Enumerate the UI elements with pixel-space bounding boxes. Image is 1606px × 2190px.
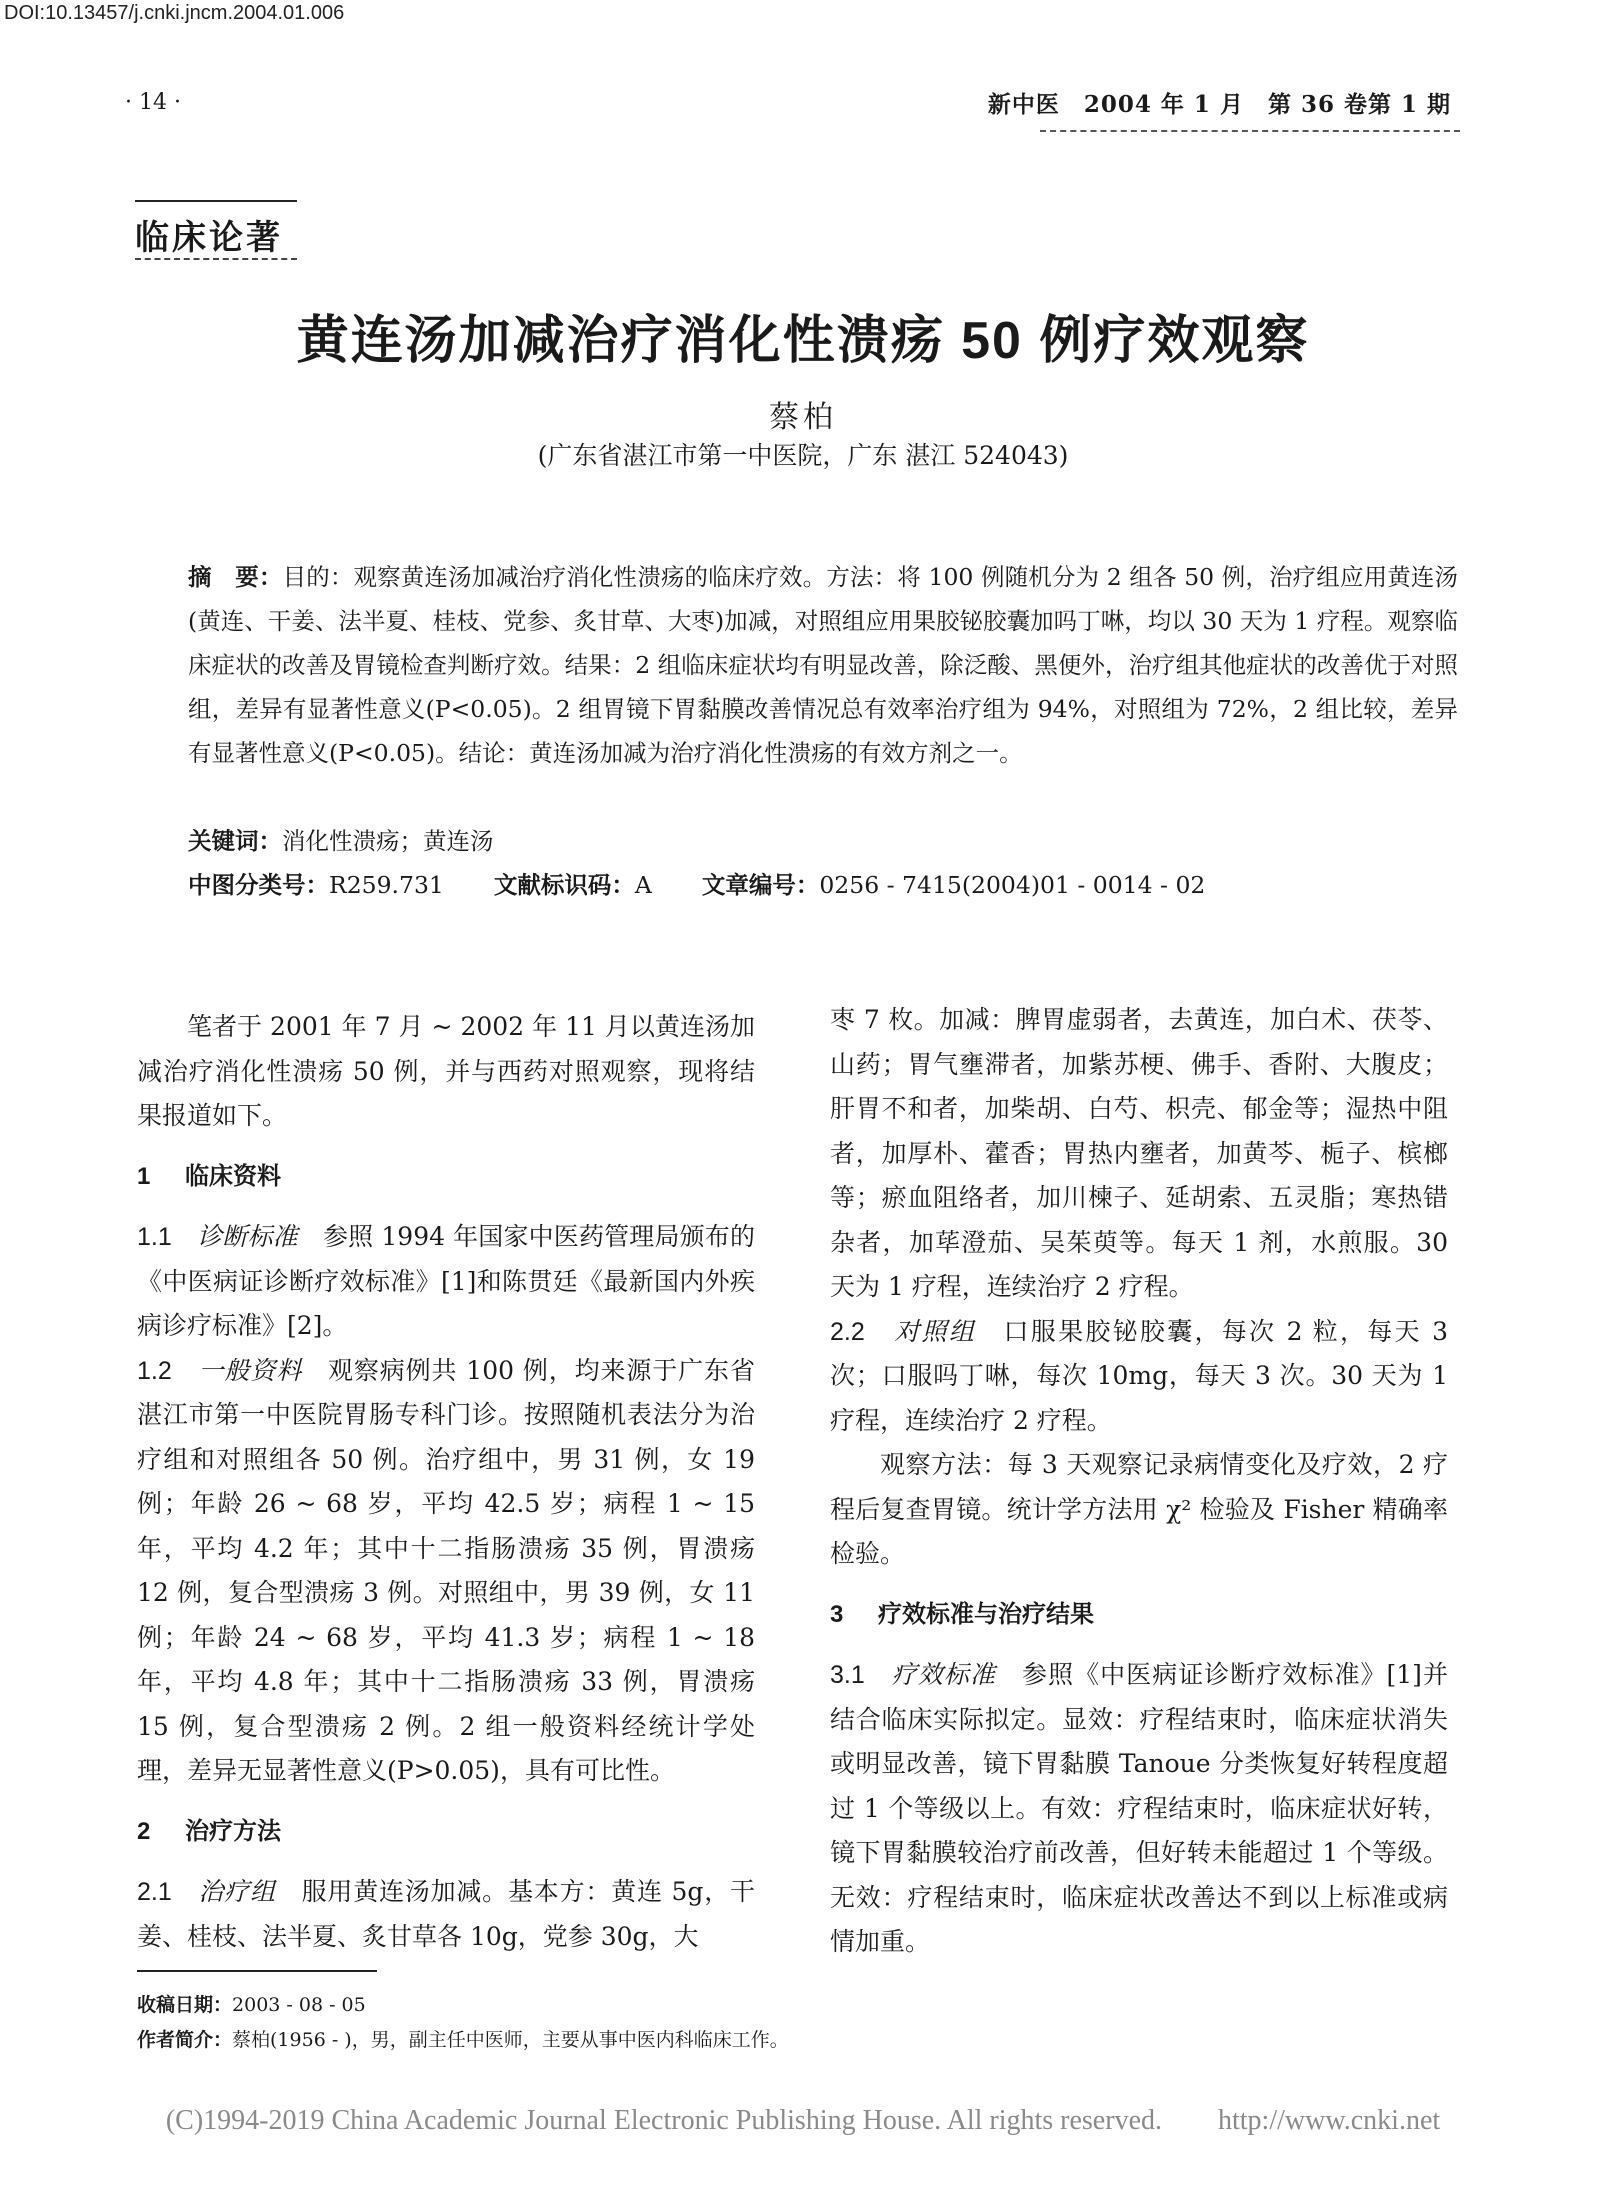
header-rule <box>1040 130 1460 132</box>
paragraph-2-1 <box>137 1870 755 1959</box>
p12-number: 1.2 <box>137 1356 172 1385</box>
p22-text: 口服果胶铋胶囊，每次 2 粒，每天 3 次；口服吗丁啉，每次 10mg，每天 3 次。30 天为 1 疗程，连续治疗 2 疗程。 <box>830 1316 1448 1435</box>
heading-1-number: 1 <box>137 1162 151 1190</box>
classification <box>188 866 1205 900</box>
footnote-bio <box>137 2025 789 2052</box>
intro-paragraph: 笔者于 2001 年 7 月 ~ 2002 年 11 月以黄连汤加减治疗消化性溃疡 50 例，并与西药对照观察，现将结果报道如下。 <box>137 1012 755 1130</box>
affiliation: (广东省湛江市第一中医院，广东 湛江 524043) <box>537 441 1069 470</box>
heading-2-number: 2 <box>137 1817 151 1845</box>
doc-code-value: A <box>634 871 652 899</box>
bio-text: 蔡柏(1956 - )，男，副主任中医师，主要从事中医内科临床工作。 <box>232 2029 789 2051</box>
keywords <box>188 822 494 856</box>
right-column <box>830 998 1448 1965</box>
p31-text: 参照《中医病证诊断疗效标准》[1]并结合临床实际拟定。显效：疗程结束时，临床症状消失或明显改善，镜下胃黏膜 Tanoue 分类恢复好转程度超过 1 个等级以上。有效：疗程结束时，临床症状好转，镜下胃黏膜较治疗前改善，但好转未能超过 1 个等级。无效：疗程结束时，临床症状改善达不到以上标准或病情加重。 <box>830 1660 1448 1956</box>
heading-2-text: 治疗方法 <box>185 1817 281 1845</box>
footnote-rule <box>137 1970 377 1972</box>
p31-number: 3.1 <box>830 1661 865 1689</box>
heading-2 <box>137 1810 755 1855</box>
p11-number: 1.1 <box>137 1223 172 1251</box>
article-title: 黄连汤加减治疗消化性溃疡 50 例疗效观察 <box>296 312 1310 370</box>
p22-title: 对照组 <box>894 1316 977 1346</box>
p22-number: 2.2 <box>830 1317 865 1346</box>
left-column <box>137 1005 755 1959</box>
section-name: 临床论著 <box>135 219 283 257</box>
p31-title: 疗效标准 <box>891 1660 996 1689</box>
footnote-received <box>137 1990 366 2017</box>
p11-text: 参照 1994 年国家中医药管理局颁布的《中医病证诊断疗效标准》[1]和陈贯廷《最新国内外疾病诊疗标准》[2]。 <box>137 1222 755 1340</box>
abstract-text: 目的：观察黄连汤加减治疗消化性溃疡的临床疗效。方法：将 100 例随机分为 2 组各 50 例，治疗组应用黄连汤(黄连、干姜、法半夏、桂枝、党参、炙甘草、大枣)加减，对照组应用果胶铋胶囊加吗丁啉，均以 30 天为 1 疗程。观察临床症状的改善及胃镜检查判断疗效。结果：2 组临床症状均有明显改善，除泛酸、黑便外，治疗组其他症状的改善优于对照组，差异有显著性意义(P<0.05)。2 组胃镜下胃黏膜改善情况总有效率治疗组为 94%，对照组为 72%，2 组比较，差异有显著性意义(P<0.05)。结论：黄连汤加减为治疗消化性溃疡的有效方剂之一。 <box>188 563 1459 767</box>
clc-label: 中图分类号： <box>188 872 329 898</box>
keywords-label: 关键词： <box>188 828 282 854</box>
clc-value: R259.731 <box>329 871 444 899</box>
paragraph-1-1 <box>137 1215 755 1349</box>
paragraph-1-2 <box>137 1349 755 1794</box>
bio-label: 作者简介： <box>137 2030 233 2051</box>
heading-3 <box>830 1593 1448 1638</box>
heading-3-text: 疗效标准与治疗结果 <box>878 1600 1094 1628</box>
author: 蔡柏 <box>769 400 837 435</box>
section-rule-bottom <box>135 258 297 260</box>
paragraph-2-2 <box>830 1310 1448 1444</box>
p12-text: 观察病例共 100 例，均来源于广东省湛江市第一中医院胃肠专科门诊。按照随机表法分为治疗组和对照组各 50 例。治疗组中，男 31 例，女 19 例；年龄 26 ~ 68 岁，平均 42.5 岁；病程 1 ~ 15 年，平均 4.2 年；其中十二指肠溃疡 35 例，胃溃疡 12 例，复合型溃疡 3 例。对照组中，男 39 例，女 11 例；年龄 24 ~ 68 岁，平均 41.3 岁；病程 1 ~ 18 年，平均 4.8 年；其中十二指肠溃疡 33 例，胃溃疡 15 例，复合型溃疡 2 例。2 组一般资料经统计学处理，差异无显著性意义(P>0.05)，具有可比性。 <box>137 1355 755 1785</box>
p11-title: 诊断标准 <box>197 1222 298 1251</box>
p12-title: 一般资料 <box>198 1355 303 1385</box>
page-number: · 14 · <box>125 90 181 115</box>
doc-code-label: 文献标识码： <box>493 872 635 898</box>
received-label: 收稿日期： <box>137 1995 233 2016</box>
p21-title: 治疗组 <box>198 1877 276 1906</box>
paragraph-2-1-continued: 枣 7 枚。加减：脾胃虚弱者，去黄连，加白术、茯苓、山药；胃气壅滞者，加紫苏梗、佛手、香附、大腹皮；肝胃不和者，加柴胡、白芍、枳壳、郁金等；湿热中阻者，加厚朴、藿香；胃热内壅者，加黄芩、栀子、槟榔等；瘀血阻络者，加川楝子、延胡索、五灵脂；寒热错杂者，加荜澄茄、吴茱萸等。每天 1 剂，水煎服。30 天为 1 疗程，连续治疗 2 疗程。 <box>830 1005 1448 1301</box>
p21-number: 2.1 <box>137 1878 172 1906</box>
p21-text: 服用黄连汤加减。基本方：黄连 5g，干姜、桂枝、法半夏、炙甘草各 10g，党参 30g，大 <box>137 1877 755 1951</box>
keywords-text: 消化性溃疡；黄连汤 <box>282 827 494 855</box>
journal-info: 新中医 2004 年 1 月 第 36 卷第 1 期 <box>987 91 1451 118</box>
heading-1-text: 临床资料 <box>185 1162 281 1190</box>
received-date: 2003 - 08 - 05 <box>232 1994 366 2016</box>
abstract <box>188 555 1458 775</box>
article-number-label: 文章编号： <box>701 872 820 898</box>
observation-paragraph: 观察方法：每 3 天观察记录病情变化及疗效，2 疗程后复查胃镜。统计学方法用 χ² 检验及 Fisher 精确率检验。 <box>830 1450 1448 1568</box>
paragraph-3-1 <box>830 1653 1448 1965</box>
heading-3-number: 3 <box>830 1600 844 1628</box>
abstract-label: 摘 要： <box>188 564 283 590</box>
doi: DOI:10.13457/j.cnki.jncm.2004.01.006 <box>4 2 345 24</box>
article-number-value: 0256 - 7415(2004)01 - 0014 - 02 <box>819 871 1206 899</box>
copyright-notice: (C)1994-2019 China Academic Journal Electronic Publishing House. All rights reserved. http://www.cnki.net <box>165 2105 1441 2136</box>
section-rule-top <box>135 200 297 202</box>
heading-1 <box>137 1155 755 1200</box>
